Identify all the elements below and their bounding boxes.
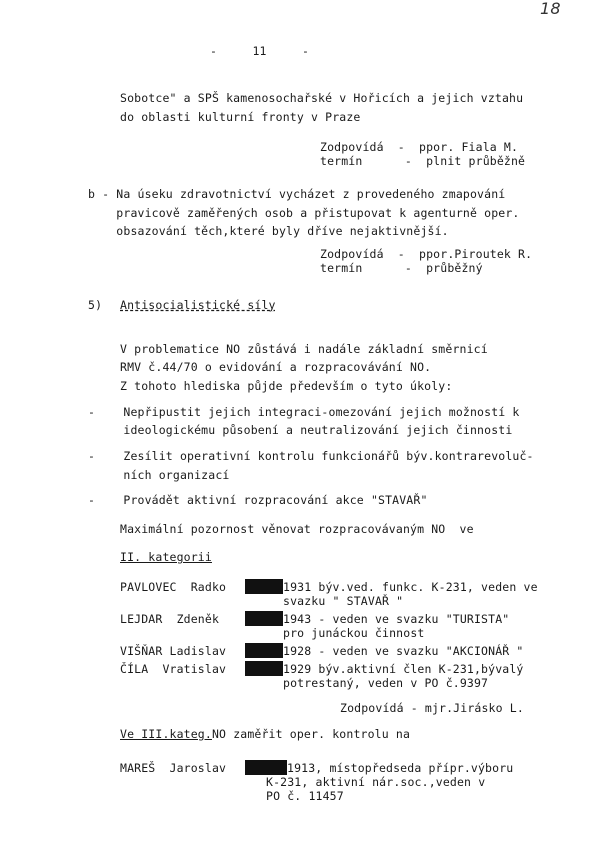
responsible-line: Zodpovídá - ppor.Piroutek R.: [320, 247, 533, 261]
section-title: Antisocialistické síly: [120, 298, 276, 312]
responsible-line: Zodpovídá - mjr.Jirásko L.: [340, 701, 524, 715]
person-name: VIŠŇAR Ladislav: [120, 644, 227, 658]
person-detail: 1928 - veden ve svazku "AKCIONÁŘ ": [283, 644, 524, 658]
person-detail: 1929 býv.aktivní člen K-231,bývalý: [283, 662, 524, 676]
paragraph-line: Maximální pozornost věnovat rozpracovávaným NO ve: [120, 522, 474, 536]
paragraph-line: Sobotce" a SPŠ kamenosochařské v Hořicích a jejich vztahu: [120, 91, 524, 105]
redaction-bar: [245, 643, 283, 658]
bullet-line: ních organizací: [88, 468, 230, 482]
deadline-line: termín - plnit průběžně: [320, 154, 526, 168]
bullet-line: - Nepřipustit jejich integraci-omezování jejich možností k: [88, 405, 520, 419]
responsible-line: Zodpovídá - ppor. Fiala M.: [320, 140, 519, 154]
person-detail: PO č. 11457: [266, 789, 344, 803]
person-detail: 1913, místopředseda přípr.výboru: [287, 761, 514, 775]
handwritten-page-number: 18: [540, 0, 561, 18]
bullet-line: ideologickému působení a neutralizování jejich činnosti: [88, 423, 513, 437]
person-detail: potrestaný, veden v PO č.9397: [283, 676, 489, 690]
person-detail: svazku " STAVAŘ ": [283, 594, 404, 608]
category-line: [120, 727, 410, 741]
person-name: PAVLOVEC Radko: [120, 580, 227, 594]
page-number: - 11 -: [210, 44, 310, 58]
person-name: ČÍLA Vratislav: [120, 662, 227, 676]
redaction-bar: [245, 579, 283, 594]
category-heading: Ve III.kateg.: [120, 727, 212, 741]
section-number: 5): [88, 298, 103, 312]
item-b-line: b - Na úseku zdravotnictví vycházet z provedeného zmapování: [88, 187, 506, 201]
deadline-line: termín - průběžný: [320, 261, 483, 275]
person-detail: K-231, aktivní nár.soc.,veden v: [266, 775, 486, 789]
bullet-line: - Provádět aktivní rozpracování akce "STAVAŘ": [88, 493, 428, 507]
category-text: NO zaměřit oper. kontrolu na: [211, 727, 411, 741]
paragraph-line: V problematice NO zůstává i nadále základní směrnicí: [120, 342, 488, 356]
bullet-line: - Zesílit operativní kontrolu funkcionářů býv.kontrarevoluč-: [88, 449, 534, 463]
redaction-bar: [245, 611, 283, 626]
paragraph-line: RMV č.44/70 o evidování a rozpracovávání NO.: [120, 360, 432, 374]
person-detail: 1943 - veden ve svazku "TURISTA": [283, 612, 510, 626]
person-name: MAREŠ Jaroslav: [120, 761, 227, 775]
item-b-line: obsazování těch,které byly dříve nejaktivnější.: [88, 224, 449, 238]
person-detail: pro junáckou činnost: [283, 626, 425, 640]
paragraph-line: Z tohoto hlediska půjde především o tyto úkoly:: [120, 379, 453, 393]
person-detail: 1931 býv.ved. funkc. K-231, veden ve: [283, 580, 538, 594]
paragraph-line: do oblasti kulturní fronty v Praze: [120, 110, 361, 124]
category-heading: II. kategorii: [120, 550, 212, 564]
redaction-bar: [245, 661, 283, 676]
item-b-line: pravicově zaměřených osob a přistupovat k agenturně oper.: [88, 206, 520, 220]
redaction-bar: [245, 760, 287, 775]
person-name: LEJDAR Zdeněk: [120, 612, 220, 626]
